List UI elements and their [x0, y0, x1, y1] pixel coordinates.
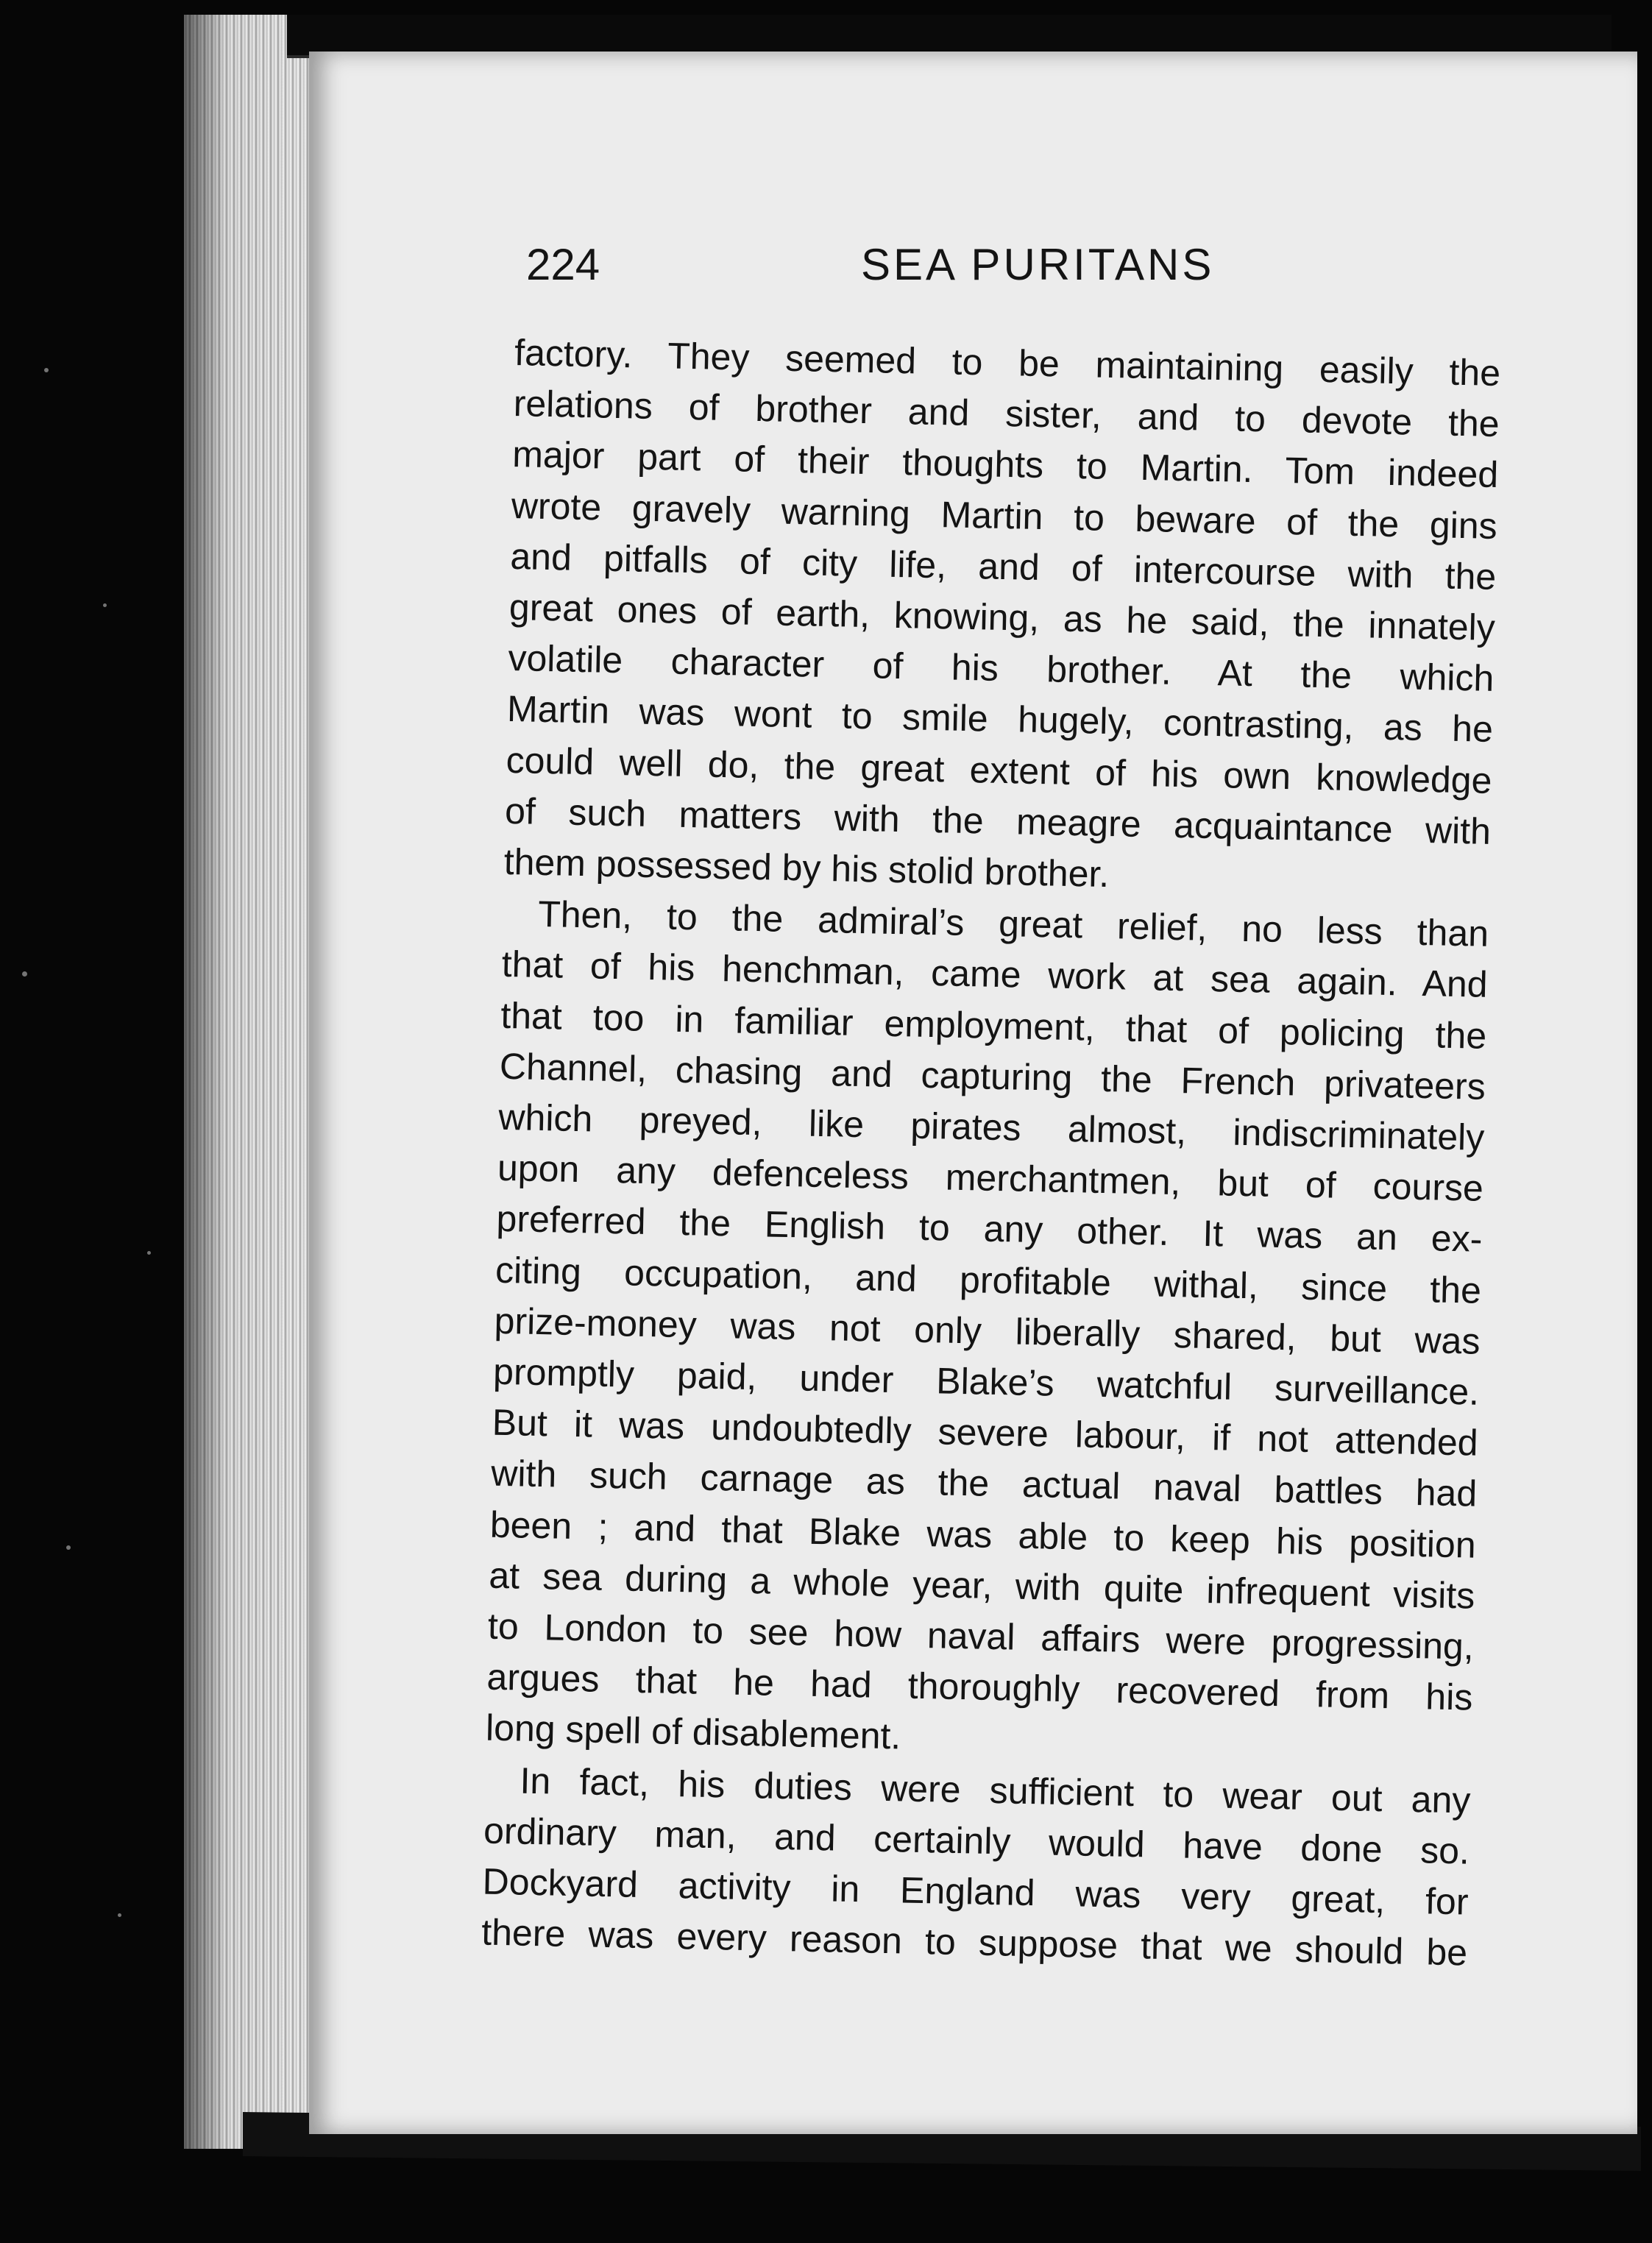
text-line: great ones of earth, knowing, as he said, the innately	[508, 586, 1496, 648]
text-line: long spell of disablement.	[485, 1707, 901, 1757]
text-line: argues that he had thoroughly recovered from his	[486, 1656, 1473, 1718]
dust-speck	[44, 368, 49, 372]
text-line: could well do, the great extent of his own knowledge	[506, 739, 1492, 801]
text-line: to London to see how naval affairs were progressing,	[487, 1605, 1475, 1668]
text-line: citing occupation, and profitable withal, since the	[494, 1249, 1482, 1311]
paragraph	[503, 327, 1501, 908]
text-line: wrote gravely warning Martin to beware of the gins	[511, 484, 1498, 547]
page-number: 224	[526, 240, 600, 289]
text-line: ordinary man, and certainly would have done so.	[483, 1810, 1470, 1872]
text-line: relations of brother and sister, and to devote the	[513, 383, 1500, 445]
text-line: factory. They seemed to be maintaining easily the	[514, 331, 1501, 394]
dust-speck	[147, 1251, 151, 1255]
text-line: at sea during a whole year, with quite infrequent visits	[488, 1554, 1475, 1617]
text-line: But it was undoubtedly severe labour, if not attended	[492, 1401, 1479, 1464]
dust-speck	[66, 1545, 71, 1550]
body-text	[481, 327, 1501, 1979]
text-line: with such carnage as the actual naval battles had	[490, 1453, 1478, 1515]
book-page	[309, 52, 1637, 2134]
running-head: SEA PURITANS	[861, 240, 1215, 289]
paragraph	[481, 1754, 1472, 1979]
text-line: prize-money was not only liberally shared, but was	[494, 1300, 1481, 1362]
text-line: Dockyard activity in England was very great, for	[482, 1860, 1470, 1923]
text-line: upon any defenceless merchantmen, but of course	[497, 1147, 1484, 1210]
text-line: there was every reason to suppose that we should be	[481, 1911, 1468, 1974]
text-line: that too in familiar employment, that of policing the	[500, 994, 1487, 1057]
dust-speck	[22, 971, 27, 977]
text-line: them possessed by his stolid brother.	[503, 840, 1110, 896]
page-header	[526, 239, 1512, 305]
text-line: Then, to the admiral’s great relief, no less than	[537, 893, 1489, 955]
text-line: Martin was wont to smile hugely, contrasting, as he	[506, 688, 1494, 751]
text-line: Channel, chasing and capturing the French privateers	[499, 1045, 1486, 1108]
text-line: of such matters with the meagre acquaintance with	[504, 790, 1492, 852]
text-line: been ; and that Blake was able to keep his position	[489, 1503, 1477, 1566]
dust-speck	[118, 1913, 121, 1917]
text-line: which preyed, like pirates almost, indiscriminately	[497, 1096, 1485, 1158]
text-line: and pitfalls of city life, and of intercourse with the	[509, 535, 1497, 598]
text-line: promptly paid, under Blake’s watchful surveillance.	[492, 1350, 1480, 1413]
text-line: preferred the English to any other. It was an ex-	[496, 1198, 1483, 1261]
text-line: major part of their thoughts to Martin. Tom indeed	[511, 433, 1499, 496]
dust-speck	[103, 603, 107, 607]
text-line: that of his henchman, came work at sea again. And	[501, 943, 1489, 1006]
paragraph	[485, 888, 1489, 1774]
text-line: In fact, his duties were sufficient to wear out any	[520, 1760, 1471, 1821]
text-line: volatile character of his brother. At the which	[508, 637, 1495, 700]
